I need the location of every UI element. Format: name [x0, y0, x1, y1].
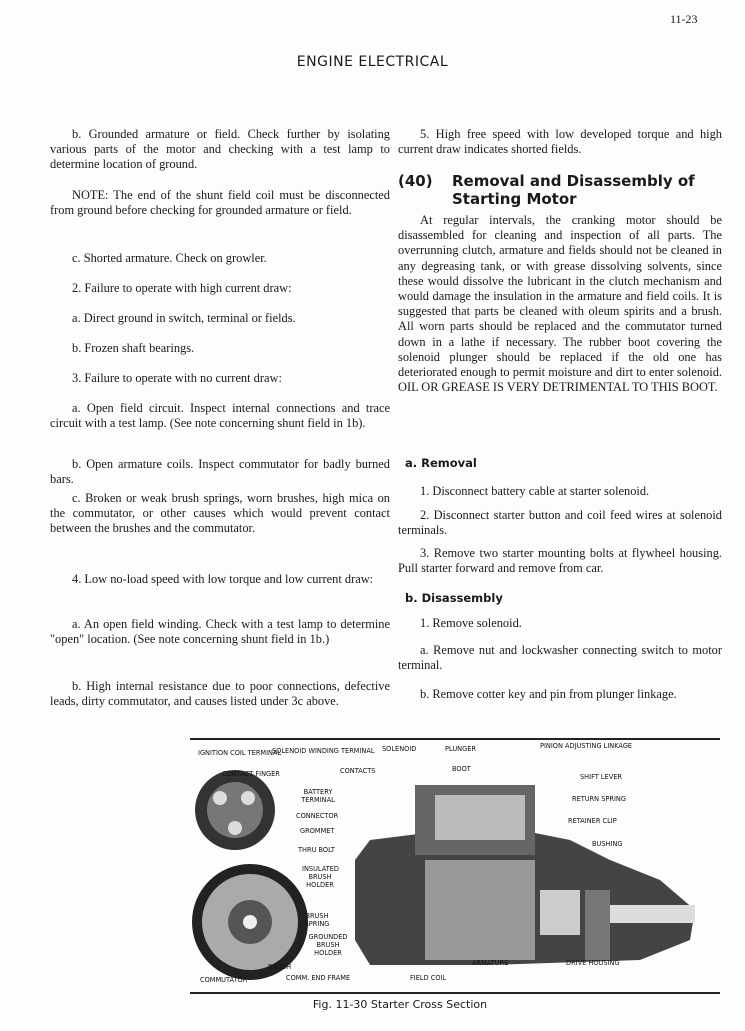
- paragraph: 5. High free speed with low developed torque and high current draw indicates shorted fields.: [398, 127, 722, 157]
- figure-label: IGNITION COIL TERMINAL: [198, 749, 282, 757]
- section-heading: Removal and Disassembly of: [452, 172, 695, 190]
- paragraph: a. Direct ground in switch, terminal or fields.: [72, 311, 296, 325]
- page-title: ENGINE ELECTRICAL: [296, 54, 449, 70]
- section-heading: Starting Motor: [452, 190, 577, 208]
- figure-label: PLUNGER: [445, 745, 476, 753]
- paragraph: b. Frozen shaft bearings.: [72, 341, 195, 355]
- figure-caption: Fig. 11-30 Starter Cross Section: [312, 998, 488, 1011]
- paragraph: 3. Remove two starter mounting bolts at flywheel housing. Pull starter forward and remove from car.: [398, 546, 722, 576]
- paragraph: a. Open field circuit. Inspect internal connections and trace circuit with a test lamp. (See note concerning shunt field in 1b).: [50, 401, 390, 431]
- subheading: b. Disassembly: [405, 591, 503, 605]
- figure-label: RETAINER CLIP: [568, 817, 617, 825]
- paragraph: 2. Failure to operate with high current draw:: [72, 281, 292, 295]
- paragraph: At regular intervals, the cranking motor should be disassembled for cleaning and inspection of all parts. The overrunning clutch, armature and fields should not be cleaned in any degreasing tank, or with grease dissolving solvents, since these would dissolve the lubricant in the clutch mechanism and would damage the insulation in the armature and field coils. It is suggested that parts be cleaned with oleum spirits and a brush. All worn parts should be replaced and the commutator turned down in a lathe if necessary. The rubber boot covering the solenoid plunger should be replaced if the old one has deteriorated enough to permit moisture and dirt to enter solenoid. OIL OR GREASE IS VERY DETRIMENTAL TO THIS BOOT.: [398, 213, 722, 395]
- figure-label: CONTACT FINGER: [222, 770, 280, 778]
- figure-label: GROUNDED BRUSH HOLDER: [308, 933, 348, 957]
- paragraph: 1. Disconnect battery cable at starter solenoid.: [420, 484, 650, 498]
- figure-label: BUSHING: [592, 840, 623, 848]
- paragraph: c. Shorted armature. Check on growler.: [72, 251, 267, 265]
- note: NOTE: The end of the shunt field coil must be disconnected from ground before checking for grounded armature or field.: [50, 188, 390, 218]
- paragraph: 4. Low no-load speed with low torque and low current draw:: [72, 572, 374, 586]
- paragraph: b. Open armature coils. Inspect commutator for badly burned bars.: [50, 457, 390, 487]
- paragraph: b. High internal resistance due to poor connections, defective leads, dirty commutator, and causes listed under 3c above.: [50, 679, 390, 709]
- figure-label: GROMMET: [300, 827, 335, 835]
- paragraph: b. Grounded armature or field. Check further by isolating various parts of the motor and checking with a test lamp to determine location of ground.: [50, 127, 390, 172]
- figure-label: DRIVE HOUSING: [566, 959, 620, 967]
- page-number: 11-23: [670, 12, 698, 26]
- figure-label: SHIFT LEVER: [580, 773, 622, 781]
- figure-label: RETURN SPRING: [572, 795, 626, 803]
- paragraph: 3. Failure to operate with no current draw:: [72, 371, 282, 385]
- figure-label: COMM. END FRAME: [286, 974, 351, 982]
- figure-label: BOOT: [452, 765, 471, 773]
- figure-label: CONTACTS: [340, 767, 376, 775]
- figure-label: PINION ADJUSTING LINKAGE: [540, 742, 633, 750]
- paragraph: b. Remove cotter key and pin from plunger linkage.: [420, 687, 677, 701]
- paragraph: 1. Remove solenoid.: [420, 616, 522, 630]
- paragraph: a. An open field winding. Check with a test lamp to determine "open" location. (See note concerning shunt field in 1b.): [50, 617, 390, 647]
- subheading: a. Removal: [405, 456, 477, 470]
- figure-label: SOLENOID: [382, 745, 417, 753]
- paragraph: c. Broken or weak brush springs, worn brushes, high mica on the commutator, or other causes which would prevent contact between the brushes and the commutator.: [50, 491, 390, 536]
- starter-cross-section-figure: [190, 738, 720, 994]
- figure-label: BATTERY TERMINAL: [301, 788, 335, 804]
- paragraph: 2. Disconnect starter button and coil feed wires at solenoid terminals.: [398, 508, 722, 538]
- figure-label: BRUSH: [268, 963, 292, 971]
- figure-label: INSULATED BRUSH HOLDER: [302, 865, 339, 889]
- figure-label: ARMATURE: [472, 959, 509, 967]
- figure-label: SOLENOID WINDING TERMINAL: [272, 747, 375, 755]
- figure-label: FIELD COIL: [410, 974, 447, 982]
- figure-label: THRU BOLT: [298, 846, 335, 854]
- section-number: (40): [398, 172, 433, 190]
- figure-label: CONNECTOR: [296, 812, 339, 820]
- paragraph: a. Remove nut and lockwasher connecting switch to motor terminal.: [398, 643, 722, 673]
- figure-label: COMMUTATOR: [200, 976, 248, 984]
- figure-label: BRUSH SPRING: [304, 912, 330, 928]
